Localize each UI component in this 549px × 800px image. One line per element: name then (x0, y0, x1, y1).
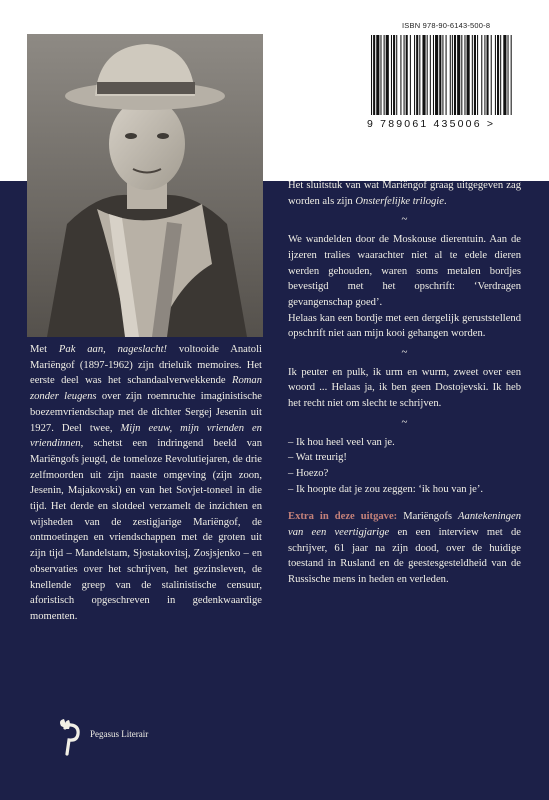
barcode (366, 18, 535, 139)
dialogue (288, 435, 521, 498)
separator: ~ (401, 415, 408, 428)
pegasus-logo-icon (57, 718, 87, 758)
isbn-digits: 9 789061 435006 > (367, 118, 496, 130)
separator: ~ (401, 213, 408, 226)
zoo-paragraph: We wandelden door de Moskouse dierentuin. Aan de ijzeren tralies waarachter niet al te edele dieren werden gehouden, waren soms metalen bordjes bevestigd met het opschrift: ‘Verdragen gevangenschap goed’. (288, 234, 521, 308)
barcode-bars (369, 35, 515, 115)
intro-paragraph: Met Pak aan, nageslacht! voltooide Anatoli Mariëngof (1897-1962) zijn drieluik memoires. Het eerste deel was het schandaalverwekkende Roman zonder leugens over zijn roemruchte imaginistische boezemvriendschap met de dichter Sergej Jesenin uit 1927. Deel twee, Mijn eeuw, mijn vrienden en vriendinnen, schetst een indringend beeld van Mariëngofs jeugd, de tomeloze Revolutiejaren, de drie zelfmoorden uit zijn naaste omgeving (zijn zoon, Jesenin, Majakovski) en van het Sovjet-toneel in die tijd. Het derde en slotdeel verzamelt de inzichten en wijsheden van de zestigjarige Mariëngof, de ontmoetingen en vriendschappen met de groten uit zijn tijd – Mandelstam, Sjostakovitsj, Zosjsjenko – en observaties over het schrijven, het gezinsleven, de knellende greep van de stalinistische censuur, aforistisch opgeschreven in gedenkwaardige momenten. (30, 344, 262, 622)
intro-text (30, 342, 262, 625)
dialogue-line: – Hoezo? (288, 467, 329, 479)
writing-paragraph: Ik peuter en pulk, ik urm en wurm, zweet over een woord ... Helaas ja, ik ben geen Dostojevski. Ik heb het recht niet om slecht te schrijven. (288, 366, 521, 410)
publisher-name: Pegasus Literair (90, 729, 149, 739)
dialogue-line: – Wat treurig! (288, 452, 347, 464)
author-photo (27, 34, 263, 337)
dialogue-line: – Ik hou heel veel van je. (288, 436, 395, 448)
isbn-label: ISBN 978-90-6143-500-8 (402, 21, 491, 30)
excerpt-text (288, 178, 521, 588)
cage-paragraph: Helaas kan een bordje met een dergelijk geruststellend opschrift niet aan mijn kooi gehangen worden. (288, 312, 521, 340)
separator: ~ (401, 346, 408, 359)
dialogue-line: – Ik hoopte dat je zou zeggen: ‘ik hou van je’. (288, 483, 484, 495)
extra-paragraph: Extra in deze uitgave: Mariëngofs Aantekeningen van een veertigjarige en een interview met de schrijver, 61 jaar na zijn dood, over de huidige toestand in Rusland en de geestesgesteldheid van de Russische mens in heden en verleden. (288, 511, 521, 586)
extra-label: Extra in deze uitgave: (288, 511, 398, 523)
closing-paragraph: Het sluitstuk van wat Mariëngof graag uitgegeven zag worden als zijn Onsterfelijke trilogie. (288, 180, 521, 207)
